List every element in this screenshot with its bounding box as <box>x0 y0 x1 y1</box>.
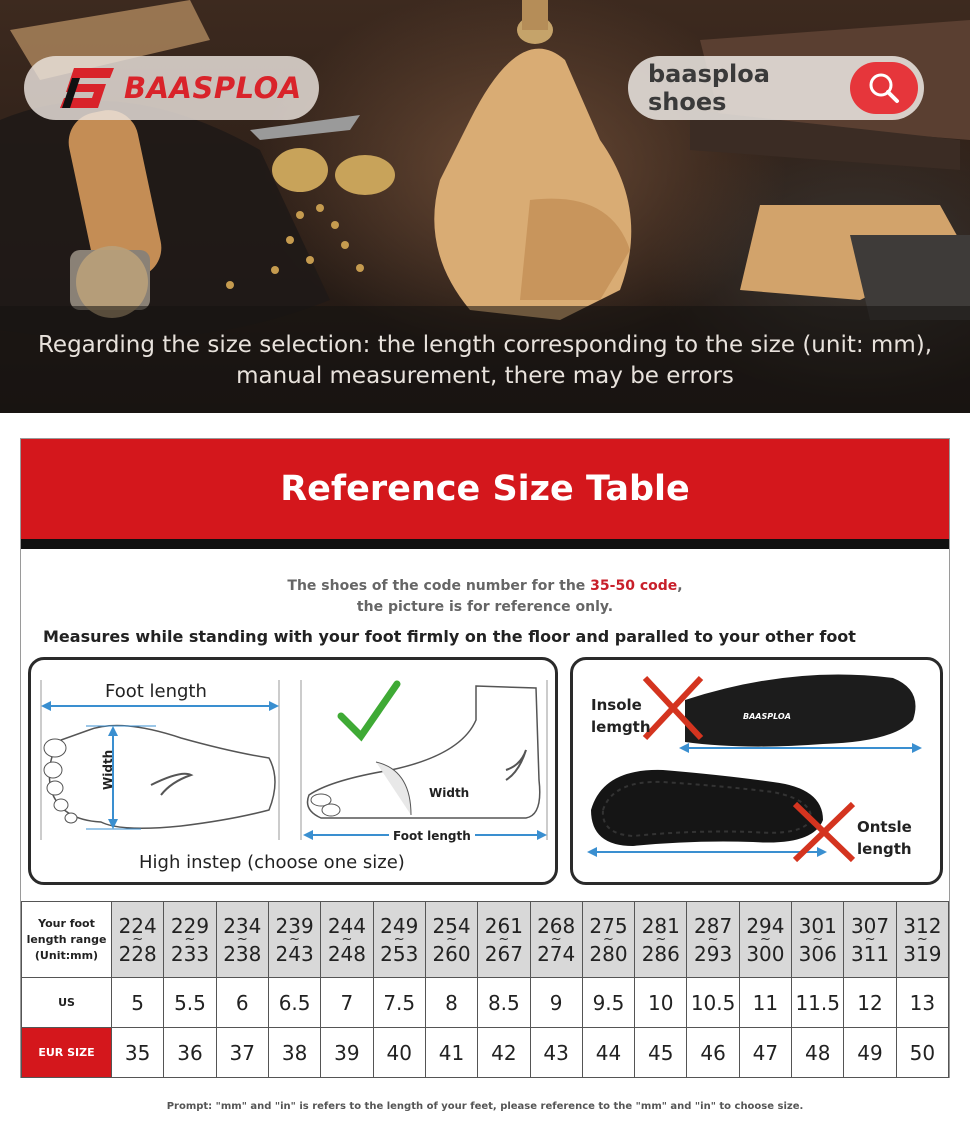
range-cell <box>112 902 164 978</box>
range-max: 286 <box>641 941 680 966</box>
eur-size-cell: 49 <box>844 1028 896 1078</box>
brand-logo-icon <box>58 66 118 110</box>
us-size-cell: 6 <box>216 978 268 1028</box>
range-max: 243 <box>275 941 314 966</box>
high-instep-label: High instep (choose one size) <box>139 852 405 873</box>
brand-name: BAASPLOA <box>124 71 302 105</box>
eur-size-cell: 45 <box>635 1028 687 1078</box>
range-min: 249 <box>380 913 419 938</box>
range-max: 253 <box>380 941 419 966</box>
eur-size-cell: 48 <box>792 1028 844 1078</box>
range-min: 229 <box>170 913 210 938</box>
us-size-row <box>22 978 949 1028</box>
range-cell <box>896 902 948 978</box>
eur-size-cell: 41 <box>425 1028 477 1078</box>
eur-size-cell: 44 <box>582 1028 634 1078</box>
caption-line-2: manual measurement, there may be errors <box>236 363 734 389</box>
range-min: 224 <box>118 913 157 938</box>
title-banner <box>21 439 949 539</box>
range-max: 280 <box>589 941 628 966</box>
size-table <box>21 901 949 1078</box>
measure-instruction: Measures while standing with your foot firmly on the floor and paralled to your other foot <box>43 627 856 646</box>
width-label-vertical: Width <box>101 749 115 790</box>
note-code-range: 35-50 code <box>590 578 678 594</box>
range-cell <box>844 902 896 978</box>
eur-size-cell: 43 <box>530 1028 582 1078</box>
range-min: 234 <box>223 913 262 938</box>
eur-size-cell: 42 <box>478 1028 530 1078</box>
range-max: 238 <box>223 941 262 966</box>
range-min: 268 <box>537 913 576 938</box>
width-label-side: Width <box>429 786 470 800</box>
insole-label-line-2: lemgth <box>591 718 651 736</box>
us-size-cell: 12 <box>844 978 896 1028</box>
eur-size-cell: 38 <box>268 1028 320 1078</box>
us-size-cell: 6.5 <box>268 978 320 1028</box>
range-cell <box>321 902 373 978</box>
range-max: 233 <box>170 941 210 966</box>
eur-size-row <box>22 1028 949 1078</box>
range-max: 274 <box>537 941 576 966</box>
range-cell <box>635 902 687 978</box>
range-header-line-2: length range <box>26 932 107 946</box>
range-min: 261 <box>484 913 523 938</box>
us-size-cell: 8.5 <box>478 978 530 1028</box>
range-cell <box>739 902 791 978</box>
foot-length-label-side: Foot length <box>389 829 475 843</box>
caption-line-1: Regarding the size selection: the length corresponding to the size (unit: mm), <box>37 332 933 358</box>
range-min: 301 <box>798 913 837 938</box>
outsole-icon <box>591 770 823 846</box>
eur-row-header: EUR SIZE <box>22 1028 112 1078</box>
search-bar[interactable] <box>628 56 924 120</box>
range-min: 281 <box>641 913 680 938</box>
range-min: 244 <box>327 913 366 938</box>
note-prefix: The shoes of the code number for the <box>287 578 591 594</box>
eur-size-cell: 50 <box>896 1028 948 1078</box>
eur-size-cell: 46 <box>687 1028 739 1078</box>
range-header-line-1: Your foot <box>38 916 95 930</box>
range-max: 267 <box>484 941 523 966</box>
eur-size-cell: 37 <box>216 1028 268 1078</box>
us-size-cell: 5 <box>112 978 164 1028</box>
title-divider <box>21 539 949 549</box>
outsole-label-line-1: Ontsle <box>857 818 912 836</box>
us-size-cell: 9.5 <box>582 978 634 1028</box>
range-cell <box>216 902 268 978</box>
range-row-header <box>22 902 112 978</box>
check-icon <box>341 684 397 736</box>
range-max: 228 <box>118 941 157 966</box>
us-size-cell: 7 <box>321 978 373 1028</box>
range-cell <box>268 902 320 978</box>
range-cell <box>425 902 477 978</box>
us-size-cell: 10.5 <box>687 978 739 1028</box>
size-table-panel <box>20 438 950 1078</box>
range-max: 306 <box>798 941 837 966</box>
reference-note <box>21 576 949 618</box>
range-cell <box>478 902 530 978</box>
range-min: 254 <box>432 913 471 938</box>
range-min: 294 <box>746 913 785 938</box>
us-size-cell: 10 <box>635 978 687 1028</box>
note-line-2: the picture is for reference only. <box>356 599 614 615</box>
range-cell <box>582 902 634 978</box>
hero-banner <box>0 0 970 413</box>
insole-length-label <box>591 694 651 738</box>
range-min: 275 <box>589 913 628 938</box>
eur-size-cell: 35 <box>112 1028 164 1078</box>
search-icon <box>866 70 902 106</box>
range-cell <box>373 902 425 978</box>
us-size-cell: 9 <box>530 978 582 1028</box>
note-suffix: , <box>677 578 683 594</box>
range-min: 307 <box>850 913 890 938</box>
search-input[interactable]: baasploa shoes <box>648 60 770 116</box>
range-max: 248 <box>327 941 366 966</box>
range-max: 319 <box>903 941 942 966</box>
hero-caption <box>0 330 970 392</box>
foot-top-view-icon <box>41 680 279 840</box>
eur-size-cell: 40 <box>373 1028 425 1078</box>
outsole-length-label <box>857 816 912 860</box>
insole-icon <box>685 674 916 746</box>
search-button[interactable] <box>850 62 918 114</box>
insole-label-line-1: Insole <box>591 696 642 714</box>
eur-size-cell: 47 <box>739 1028 791 1078</box>
range-cell <box>792 902 844 978</box>
us-size-cell: 11.5 <box>792 978 844 1028</box>
range-max: 260 <box>432 941 471 966</box>
eur-size-cell: 36 <box>164 1028 216 1078</box>
insole-brand-text: BAASPLOA <box>743 712 791 721</box>
range-max: 311 <box>850 941 890 966</box>
range-min: 287 <box>694 913 733 938</box>
outsole-label-line-2: length <box>857 840 912 858</box>
brand-logo-pill[interactable] <box>24 56 319 120</box>
range-cell <box>164 902 216 978</box>
us-size-cell: 5.5 <box>164 978 216 1028</box>
us-size-cell: 8 <box>425 978 477 1028</box>
range-cell <box>530 902 582 978</box>
us-size-cell: 7.5 <box>373 978 425 1028</box>
foot-measure-diagram <box>28 657 558 885</box>
eur-size-cell: 39 <box>321 1028 373 1078</box>
page-title: Reference Size Table <box>280 469 690 509</box>
range-max: 293 <box>694 941 733 966</box>
us-size-cell: 13 <box>896 978 948 1028</box>
insole-outsole-diagram <box>570 657 943 885</box>
us-size-cell: 11 <box>739 978 791 1028</box>
range-min: 239 <box>275 913 314 938</box>
foot-side-view-icon <box>301 680 547 840</box>
range-header-line-3: (Unit:mm) <box>34 948 99 962</box>
foot-length-range-row <box>22 902 949 978</box>
range-max: 300 <box>746 941 785 966</box>
range-min: 312 <box>903 913 942 938</box>
footer-prompt: Prompt: "mm" and "in" is refers to the length of your feet, please reference to the "mm" and "in" to choose size. <box>166 1101 804 1112</box>
us-row-header: US <box>22 978 112 1028</box>
range-cell <box>687 902 739 978</box>
foot-length-label: Foot length <box>105 681 207 702</box>
